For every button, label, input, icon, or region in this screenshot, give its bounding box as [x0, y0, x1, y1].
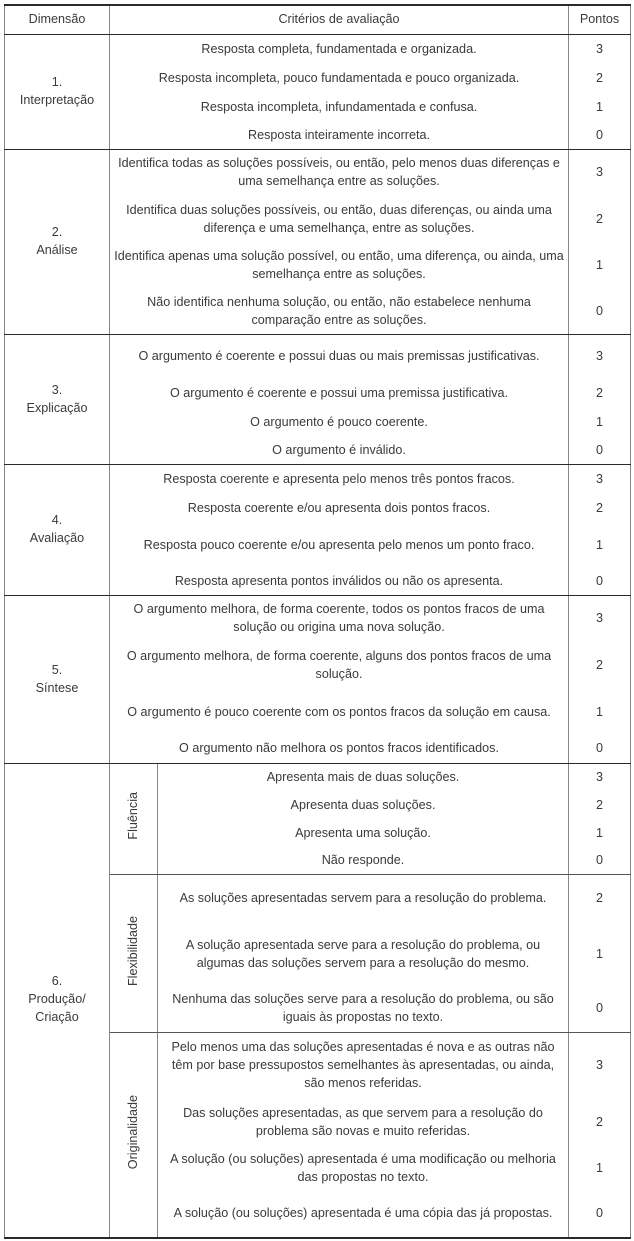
points-cell: 3	[569, 335, 631, 379]
criterion-cell: Apresenta duas soluções.	[290, 797, 436, 812]
criterion-cell: Das soluções apresentadas, as que servem para a resolução do problema são novas e muito referidas.	[183, 1105, 543, 1138]
criterion-cell: Pelo menos uma das soluções apresentadas é nova e as outras não têm por base pressupostos semelhantes às apresentadas, ou ainda, são menos referidas.	[171, 1040, 555, 1091]
dimension-label: 3. Explicação	[5, 335, 110, 465]
dimension-label: 1. Interpretação	[5, 35, 110, 150]
points-cell: 1	[569, 1146, 631, 1192]
points-cell: 1	[569, 524, 631, 569]
criterion-cell: Identifica duas soluções possíveis, ou então, duas diferenças, ou ainda uma diferença e uma semelhança, entre as soluções.	[126, 202, 552, 235]
points-cell: 3	[569, 596, 631, 643]
points-cell: 2	[569, 1100, 631, 1146]
dimension-label: 2. Análise	[5, 150, 110, 335]
points-cell: 2	[569, 792, 631, 820]
criterion-cell: A solução (ou soluções) apresentada é uma modificação ou melhoria das propostas no texto.	[170, 1151, 556, 1184]
criterion-cell: O argumento é pouco coerente com os pontos fracos da solução em causa.	[127, 704, 551, 719]
criterion-cell: Apresenta uma solução.	[295, 825, 431, 840]
criterion-cell: Resposta pouco coerente e/ou apresenta pelo menos um ponto fraco.	[143, 538, 535, 553]
criterion-cell: O argumento não melhora os pontos fracos identificados.	[110, 736, 569, 764]
points-cell: 1	[569, 923, 631, 987]
points-cell: 3	[569, 150, 631, 197]
points-cell: 3	[569, 1033, 631, 1100]
table-row	[5, 150, 631, 197]
dimension-label: 5. Síntese	[5, 596, 110, 764]
points-cell: 1	[569, 94, 631, 123]
criterion-cell: O argumento é pouco coerente.	[250, 415, 428, 430]
criterion-cell: Resposta coerente e/ou apresenta dois pontos fracos.	[187, 501, 491, 516]
rubric-page	[4, 4, 630, 1239]
criterion-cell: O argumento é coerente e possui duas ou mais premissas justificativas.	[138, 348, 540, 363]
header-dimension: Dimensão	[5, 5, 110, 35]
points-cell: 0	[569, 290, 631, 335]
table-row	[5, 35, 631, 65]
points-cell: 2	[569, 643, 631, 690]
criterion-cell: O argumento é coerente e possui uma premissa justificativa.	[169, 385, 509, 400]
criterion-cell: Resposta inteiramente incorreta.	[110, 123, 569, 150]
table-row	[5, 596, 631, 643]
points-cell: 0	[569, 848, 631, 875]
table-row	[5, 465, 631, 495]
points-cell: 2	[569, 197, 631, 243]
subdimension-flexibilidade: Flexibilidade	[110, 875, 158, 1033]
points-cell: 0	[569, 987, 631, 1033]
criterion-cell: Não identifica nenhuma solução, ou então, não estabelece nenhuma comparação entre as soluções.	[110, 290, 569, 335]
table-row	[5, 764, 631, 792]
points-cell: 3	[569, 465, 631, 495]
criterion-cell: Identifica todas as soluções possíveis, ou então, pelo menos duas diferenças e uma semelhança entre as soluções.	[118, 156, 560, 189]
points-cell: 1	[569, 409, 631, 438]
points-cell: 2	[569, 495, 631, 524]
subdimension-originalidade: Originalidade	[110, 1033, 158, 1238]
points-cell: 3	[569, 35, 631, 65]
criterion-cell: Resposta incompleta, pouco fundamentada e pouco organizada.	[158, 71, 520, 86]
points-cell: 0	[569, 438, 631, 465]
points-cell: 2	[569, 875, 631, 923]
subdimension-fluencia: Fluência	[110, 764, 158, 875]
criterion-cell: As soluções apresentadas servem para a resolução do problema.	[179, 890, 547, 905]
criterion-cell: Nenhuma das soluções serve para a resolução do problema, ou são iguais às propostas no texto.	[158, 987, 569, 1033]
points-cell: 0	[569, 569, 631, 596]
criterion-cell: Identifica apenas uma solução possível, ou então, uma diferença, ou ainda, uma semelhança entre as soluções.	[114, 249, 564, 281]
evaluation-rubric-table	[4, 4, 631, 1239]
points-cell: 2	[569, 379, 631, 409]
table-row	[5, 335, 631, 379]
header-criteria: Critérios de avaliação	[110, 5, 569, 35]
criterion-cell: O argumento é inválido.	[110, 438, 569, 465]
points-cell: 1	[569, 243, 631, 290]
criterion-cell: Resposta incompleta, infundamentada e confusa.	[200, 100, 478, 115]
header-points: Pontos	[569, 5, 631, 35]
points-cell: 3	[569, 764, 631, 792]
points-cell: 0	[569, 123, 631, 150]
points-cell: 0	[569, 736, 631, 764]
points-cell: 1	[569, 820, 631, 848]
criterion-cell: Resposta completa, fundamentada e organizada.	[201, 41, 477, 56]
dimension-label: 4. Avaliação	[5, 465, 110, 596]
criterion-cell: A solução apresentada serve para a resolução do problema, ou algumas das soluções servem para a resolução do mesmo.	[185, 937, 541, 970]
criterion-cell: Não responde.	[158, 848, 569, 875]
criterion-cell: O argumento melhora, de forma coerente, alguns dos pontos fracos de uma solução.	[126, 649, 552, 681]
criterion-cell: Resposta coerente e apresenta pelo menos três pontos fracos.	[163, 471, 515, 486]
criterion-cell: A solução (ou soluções) apresentada é uma cópia das já propostas.	[158, 1192, 569, 1238]
criterion-cell: Resposta apresenta pontos inválidos ou não os apresenta.	[110, 569, 569, 596]
points-cell: 1	[569, 690, 631, 736]
points-cell: 2	[569, 65, 631, 94]
criterion-cell: O argumento melhora, de forma coerente, todos os pontos fracos de uma solução ou origina uma nova solução.	[133, 602, 545, 635]
dimension-label: 6. Produção/ Criação	[5, 764, 110, 1238]
criterion-cell: Apresenta mais de duas soluções.	[266, 769, 460, 784]
points-cell: 0	[569, 1192, 631, 1238]
table-header-row	[5, 5, 631, 35]
